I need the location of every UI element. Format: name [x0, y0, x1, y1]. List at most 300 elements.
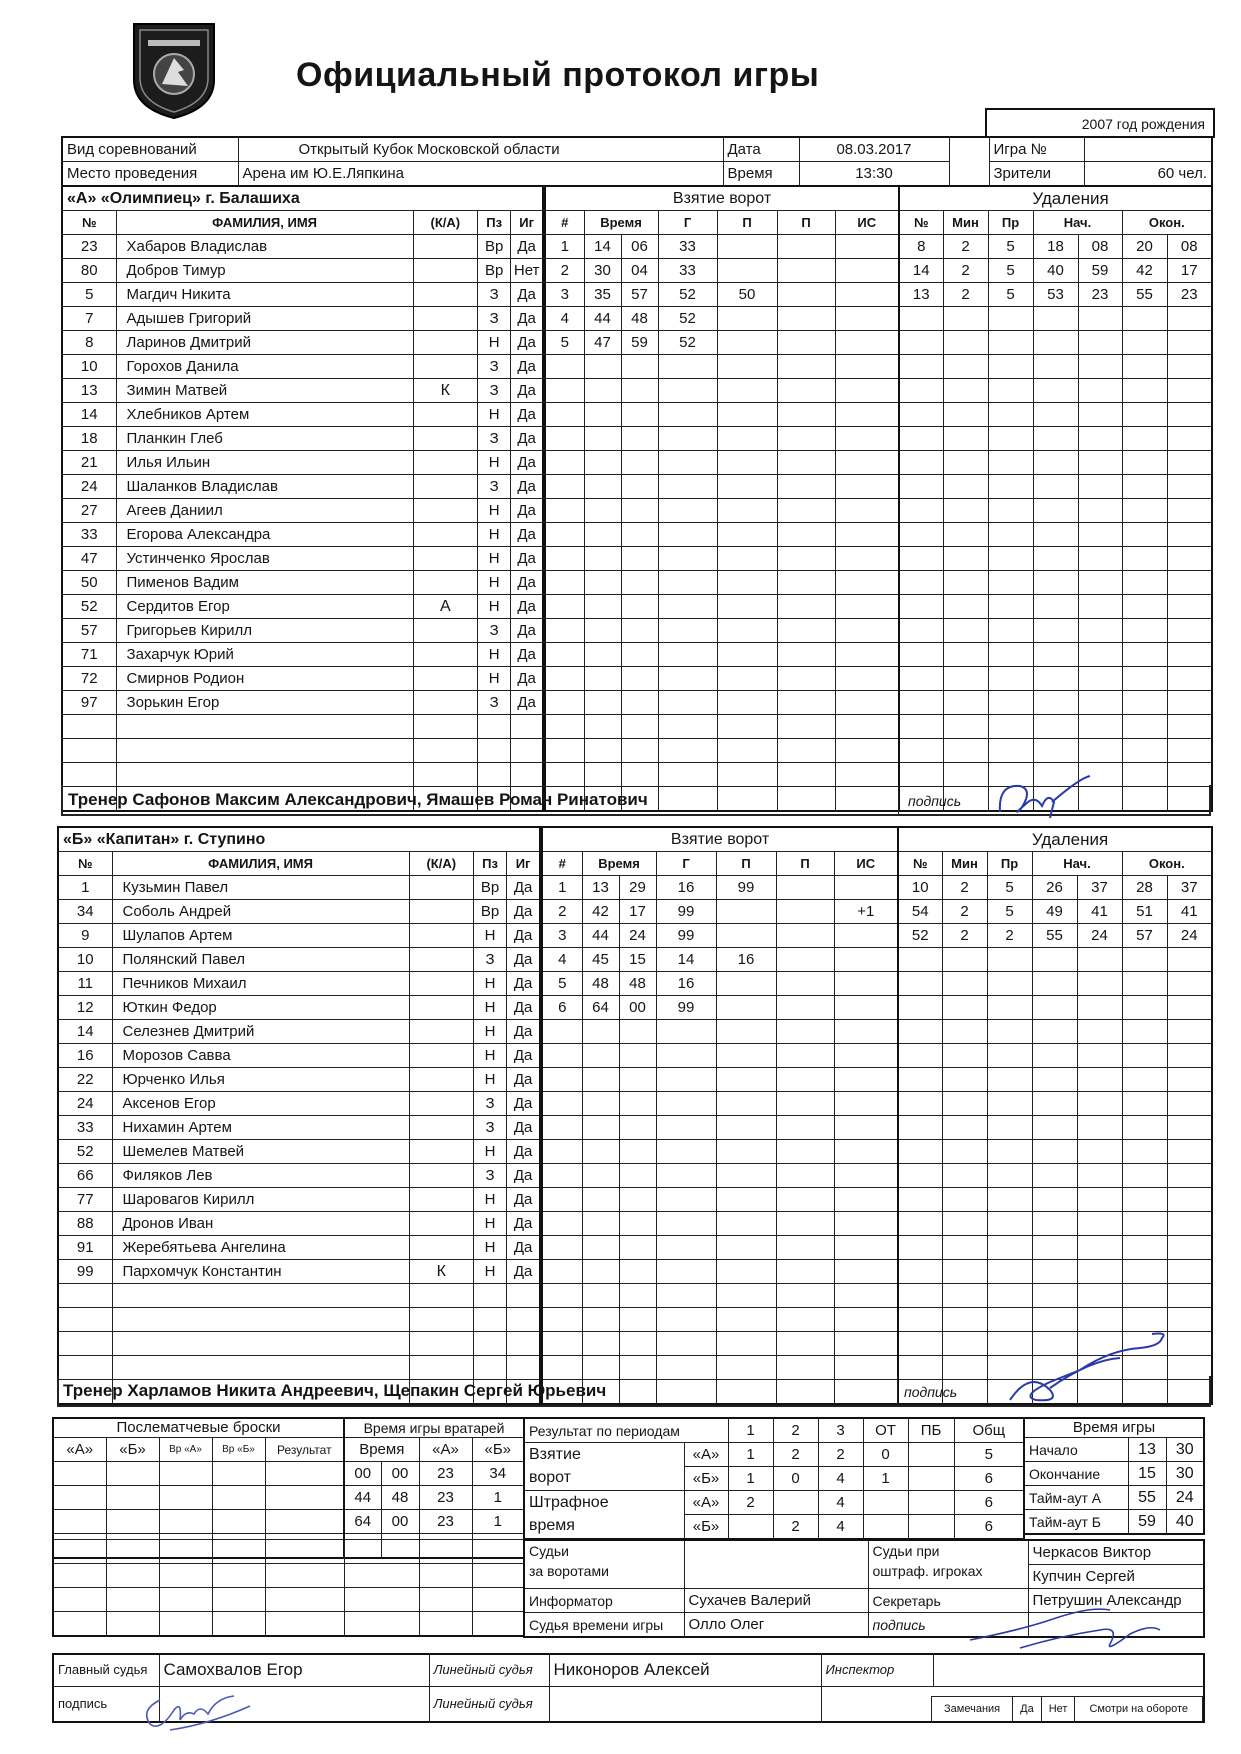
period-value: [773, 1491, 818, 1515]
empty-cell: [835, 595, 899, 619]
game-time-minute: 55: [1128, 1486, 1166, 1510]
penalty-start-min: 49: [1032, 900, 1077, 924]
player-played: Да: [511, 691, 543, 715]
penalty-start-sec: 24: [1077, 924, 1122, 948]
empty-cell: [1077, 1140, 1122, 1164]
player-row: [58, 1356, 540, 1380]
player-number: 77: [58, 1188, 112, 1212]
game-header-table: [61, 136, 1213, 187]
referee-sign-label: подпись: [53, 1686, 159, 1722]
period-row-goals-a: [524, 1443, 1024, 1467]
player-played: Да: [511, 571, 543, 595]
player-name: Зорькин Егор: [116, 691, 413, 715]
empty-cell: [834, 1332, 898, 1356]
player-role: [413, 403, 477, 427]
player-played: Да: [507, 924, 540, 948]
inspector-value: [933, 1654, 1204, 1686]
linesman-2-value: [549, 1686, 821, 1722]
referee-label: Главный судья: [53, 1654, 159, 1686]
player-role: [409, 1044, 473, 1068]
penalty-start-sec: 59: [1078, 259, 1122, 283]
empty-cell: [473, 1308, 506, 1332]
player-position: З: [478, 283, 511, 307]
empty-cell: [1122, 331, 1167, 355]
player-row: [62, 475, 543, 499]
empty-cell: [1077, 1044, 1122, 1068]
empty-cell: [621, 595, 658, 619]
game-time-label: Тайм-аут А: [1024, 1486, 1128, 1510]
empty-cell: [1167, 643, 1212, 667]
empty-cell: [1167, 571, 1212, 595]
penalty-row: [899, 523, 1212, 547]
team-b-coach: Тренер Харламов Никита Андреевич, Щепакин Сергей Юрьевич: [63, 1381, 607, 1400]
empty-cell: [1167, 667, 1212, 691]
player-row: [62, 763, 543, 787]
player-name: Зимин Матвей: [116, 379, 413, 403]
player-position: Н: [473, 1188, 506, 1212]
player-number: 88: [58, 1212, 112, 1236]
empty-cell: [584, 451, 621, 475]
player-name: Илья Ильин: [116, 451, 413, 475]
empty-cell: [1122, 1044, 1167, 1068]
empty-cell: [835, 715, 899, 739]
empty-cell: [943, 379, 988, 403]
goal-second: 48: [619, 972, 656, 996]
empty-cell: [898, 1356, 942, 1380]
player-row: [58, 1020, 540, 1044]
empty-cell: [545, 427, 584, 451]
player-row: [58, 900, 540, 924]
player-position: Н: [473, 1020, 506, 1044]
empty-cell: [1032, 972, 1077, 996]
player-number: 13: [62, 379, 116, 403]
empty-cell: [621, 763, 658, 787]
empty-cell: [621, 619, 658, 643]
empty-cell: [473, 1356, 506, 1380]
period-col-3: 3: [818, 1418, 863, 1443]
player-position: Н: [473, 1140, 506, 1164]
empty-cell: [619, 1140, 656, 1164]
player-row: [62, 331, 543, 355]
player-played: Да: [511, 499, 543, 523]
empty-cell: [106, 1588, 159, 1612]
player-position: З: [478, 307, 511, 331]
empty-cell: [582, 1236, 619, 1260]
game-time-row: [1024, 1486, 1204, 1510]
goalie-minute: 44: [344, 1486, 381, 1510]
empty-cell: [717, 427, 777, 451]
empty-cell: [898, 1236, 942, 1260]
player-role: [409, 924, 473, 948]
empty-cell: [834, 1356, 898, 1380]
empty-cell: [472, 1540, 524, 1564]
empty-cell: [621, 475, 658, 499]
empty-cell: [584, 763, 621, 787]
player-position: Вр: [473, 876, 506, 900]
goalie-col-a: «А»: [419, 1438, 472, 1462]
empty-cell: [621, 691, 658, 715]
empty-cell: [1122, 787, 1167, 812]
goalie-row: [344, 1510, 524, 1534]
empty-cell: [987, 1140, 1032, 1164]
penalty-row: [899, 739, 1212, 763]
player-role: [413, 451, 477, 475]
penalty-row: [899, 571, 1212, 595]
empty-cell: [542, 1332, 582, 1356]
period-value: 1: [728, 1467, 773, 1491]
goal-minute: 44: [582, 924, 619, 948]
empty-cell: [212, 1540, 265, 1564]
shootout-row: [53, 1510, 344, 1534]
empty-cell: [716, 1260, 776, 1284]
player-role: [413, 619, 477, 643]
penalty-start-min: 40: [1033, 259, 1078, 283]
team-a-penalty-table: [898, 185, 1213, 812]
empty-cell: [53, 1486, 106, 1510]
empty-cell: [621, 643, 658, 667]
player-row: [58, 1332, 540, 1356]
empty-cell: [1122, 1284, 1167, 1308]
empty-cell: [776, 1380, 834, 1405]
penalty-row: [899, 283, 1212, 307]
empty-cell: [898, 1092, 942, 1116]
penalty-start-sec: 23: [1078, 283, 1122, 307]
period-col-so: ПБ: [908, 1418, 954, 1443]
player-role: [409, 1212, 473, 1236]
player-row: [58, 996, 540, 1020]
empty-cell: [987, 1116, 1032, 1140]
empty-cell: [584, 355, 621, 379]
empty-cell: [582, 1356, 619, 1380]
player-played: Да: [507, 948, 540, 972]
game-time-row: [1024, 1510, 1204, 1535]
empty-cell: [106, 1486, 159, 1510]
empty-cell: [987, 1092, 1032, 1116]
linesman-label-2: Линейный судья: [429, 1686, 549, 1722]
empty-cell: [1167, 1260, 1212, 1284]
empty-cell: [1122, 1068, 1167, 1092]
empty-cell: [987, 1308, 1032, 1332]
empty-cell: [656, 1236, 716, 1260]
col-ig: Иг: [511, 211, 543, 235]
blank-row: [53, 1564, 524, 1588]
empty-cell: [988, 355, 1033, 379]
empty-cell: [943, 523, 988, 547]
empty-cell: [777, 595, 835, 619]
player-played: Да: [511, 595, 543, 619]
empty-cell: [942, 1308, 987, 1332]
empty-cell: [1122, 499, 1167, 523]
team-b-sign-label: подпись: [904, 1384, 958, 1400]
player-played: Да: [511, 523, 543, 547]
period-row-goals-b: [524, 1467, 1024, 1491]
empty-cell: [776, 1236, 834, 1260]
empty-cell: [542, 1188, 582, 1212]
empty-cell: [507, 1356, 540, 1380]
empty-cell: [511, 763, 543, 787]
player-number: 99: [58, 1260, 112, 1284]
empty-cell: [584, 499, 621, 523]
player-name: Шемелев Матвей: [112, 1140, 409, 1164]
player-role: [409, 972, 473, 996]
penalty-minutes: 2: [943, 259, 988, 283]
empty-cell: [545, 355, 584, 379]
player-name: Аксенов Егор: [112, 1092, 409, 1116]
spectators-value: 60 чел.: [1084, 162, 1212, 187]
empty-cell: [1032, 1188, 1077, 1212]
player-number: 14: [58, 1020, 112, 1044]
empty-cell: [545, 739, 584, 763]
col-no: №: [58, 852, 112, 876]
penalty-row: [898, 1212, 1212, 1236]
goal-assist-1: [716, 900, 776, 924]
empty-cell: [1167, 739, 1212, 763]
team-a-coach: Тренер Сафонов Максим Александрович, Ямашев Роман Ринатович: [68, 790, 648, 809]
goal-row: [542, 1068, 898, 1092]
player-name: Шаровагов Кирилл: [112, 1188, 409, 1212]
empty-cell: [542, 1092, 582, 1116]
empty-cell: [898, 1212, 942, 1236]
empty-cell: [112, 1356, 409, 1380]
player-row: [62, 451, 543, 475]
empty-cell: [584, 523, 621, 547]
player-role: К: [413, 379, 477, 403]
player-row: [62, 667, 543, 691]
player-position: Н: [478, 595, 511, 619]
player-number: 18: [62, 427, 116, 451]
blank-row: [53, 1540, 524, 1564]
player-played: Да: [507, 1044, 540, 1068]
player-position: Н: [478, 331, 511, 355]
empty-cell: [619, 1212, 656, 1236]
goal-second: 24: [619, 924, 656, 948]
referee-value: Самохвалов Егор: [159, 1654, 429, 1686]
penalty-judge-b: Купчин Сергей: [1028, 1565, 1204, 1589]
player-position: З: [473, 1092, 506, 1116]
empty-cell: [621, 523, 658, 547]
empty-cell: [898, 1260, 942, 1284]
empty-cell: [942, 1356, 987, 1380]
player-position: Н: [478, 451, 511, 475]
goal-row: [542, 1092, 898, 1116]
empty-cell: [1167, 499, 1212, 523]
empty-cell: [656, 1260, 716, 1284]
goal-judges-label-2: за воротами: [529, 1563, 609, 1579]
period-value: [908, 1443, 954, 1467]
empty-cell: [1122, 691, 1167, 715]
empty-cell: [1033, 691, 1078, 715]
empty-cell: [473, 1284, 506, 1308]
empty-cell: [898, 1308, 942, 1332]
player-played: Да: [511, 547, 543, 571]
player-number: 71: [62, 643, 116, 667]
goal-assist-1: [716, 996, 776, 1020]
player-played: Да: [511, 331, 543, 355]
venue-label: Место проведения: [62, 162, 238, 187]
period-value: 1: [863, 1467, 908, 1491]
player-row: [62, 259, 543, 283]
empty-cell: [159, 1510, 212, 1534]
player-row: [62, 715, 543, 739]
goal-situation: [834, 972, 898, 996]
period-col-ot: ОТ: [863, 1418, 908, 1443]
player-role: [409, 876, 473, 900]
empty-cell: [621, 451, 658, 475]
game-time-label: Окончание: [1024, 1462, 1128, 1486]
empty-cell: [582, 1164, 619, 1188]
empty-cell: [899, 331, 943, 355]
empty-cell: [899, 547, 943, 571]
empty-cell: [716, 1092, 776, 1116]
player-role: [413, 475, 477, 499]
goal-row: [545, 379, 899, 403]
period-row-label: Взятие: [524, 1443, 684, 1467]
col-no: №: [62, 211, 116, 235]
empty-cell: [988, 691, 1033, 715]
empty-cell: [834, 1140, 898, 1164]
player-row: [62, 355, 543, 379]
period-row-pen-b: [524, 1515, 1024, 1540]
time-label: Время: [723, 162, 799, 187]
empty-cell: [943, 763, 988, 787]
team-b-penalty-table: [897, 826, 1213, 1405]
empty-cell: [1078, 571, 1122, 595]
empty-cell: [584, 403, 621, 427]
empty-cell: [717, 523, 777, 547]
empty-cell: [943, 595, 988, 619]
empty-cell: [619, 1164, 656, 1188]
goal-assist-2: [776, 900, 834, 924]
penalty-end-sec: 41: [1167, 900, 1212, 924]
empty-cell: [621, 427, 658, 451]
empty-cell: [1122, 619, 1167, 643]
empty-cell: [899, 643, 943, 667]
empty-cell: [621, 571, 658, 595]
period-value: 4: [818, 1467, 863, 1491]
col-pen-end: Окон.: [1122, 211, 1212, 235]
shootout-col-a: «А»: [53, 1438, 106, 1462]
goalie-a: 23: [419, 1510, 472, 1534]
empty-cell: [835, 475, 899, 499]
empty-cell: [1033, 499, 1078, 523]
goal-assist-1: [716, 924, 776, 948]
empty-cell: [943, 403, 988, 427]
empty-cell: [898, 1116, 942, 1140]
game-time-table: [1023, 1417, 1205, 1535]
goal-situation: [834, 996, 898, 1020]
penalty-judges-label: [868, 1540, 1028, 1589]
col-pen-end: Окон.: [1122, 852, 1212, 876]
game-time-minute: 59: [1128, 1510, 1166, 1535]
goalie-time-table: [343, 1417, 525, 1559]
empty-cell: [1122, 403, 1167, 427]
empty-cell: [1032, 1116, 1077, 1140]
penalty-row: [898, 1068, 1212, 1092]
player-name: Горохов Данила: [116, 355, 413, 379]
goal-row: [542, 1188, 898, 1212]
col-pen-start: Нач.: [1033, 211, 1122, 235]
empty-cell: [545, 619, 584, 643]
empty-cell: [1167, 307, 1212, 331]
penalty-player: 13: [899, 283, 943, 307]
empty-cell: [621, 499, 658, 523]
empty-cell: [988, 403, 1033, 427]
empty-cell: [344, 1564, 419, 1588]
blank-row: [53, 1588, 524, 1612]
col-ka: (К/А): [409, 852, 473, 876]
empty-cell: [582, 1020, 619, 1044]
empty-cell: [1078, 499, 1122, 523]
col-goal-time: Время: [584, 211, 658, 235]
empty-cell: [619, 1020, 656, 1044]
empty-cell: [545, 691, 584, 715]
empty-cell: [943, 475, 988, 499]
player-position: Н: [478, 523, 511, 547]
empty-cell: [58, 1356, 112, 1380]
empty-cell: [1077, 1092, 1122, 1116]
empty-cell: [621, 739, 658, 763]
empty-cell: [545, 763, 584, 787]
empty-cell: [716, 1164, 776, 1188]
empty-cell: [1033, 595, 1078, 619]
player-name: Печников Михаил: [112, 972, 409, 996]
empty-cell: [409, 1332, 473, 1356]
period-value: [863, 1515, 908, 1540]
empty-cell: [159, 1540, 212, 1564]
empty-cell: [542, 1212, 582, 1236]
player-number: 24: [58, 1092, 112, 1116]
empty-cell: [545, 499, 584, 523]
informer-label: Информатор: [524, 1589, 684, 1613]
player-position: З: [478, 691, 511, 715]
empty-cell: [1077, 1116, 1122, 1140]
empty-cell: [656, 1212, 716, 1236]
goal-second: 04: [621, 259, 658, 283]
penalty-player: 8: [899, 235, 943, 259]
inspector-label: Инспектор: [821, 1654, 933, 1686]
empty-cell: [658, 427, 717, 451]
empty-cell: [987, 1212, 1032, 1236]
player-role: [413, 427, 477, 451]
col-assist-2: П: [776, 852, 834, 876]
game-time-label: Тайм-аут Б: [1024, 1510, 1128, 1535]
empty-cell: [584, 571, 621, 595]
venue-value: Арена им Ю.Е.Ляпкина: [238, 162, 723, 187]
penalty-player: 52: [898, 924, 942, 948]
penalty-row: [899, 643, 1212, 667]
player-role: [409, 1140, 473, 1164]
goal-scorer: 16: [656, 876, 716, 900]
player-name: Юткин Федор: [112, 996, 409, 1020]
penalty-row: [898, 948, 1212, 972]
empty-cell: [545, 403, 584, 427]
empty-cell: [619, 1116, 656, 1140]
empty-cell: [1078, 595, 1122, 619]
empty-cell: [545, 379, 584, 403]
empty-cell: [835, 523, 899, 547]
player-role: [413, 235, 477, 259]
empty-cell: [943, 691, 988, 715]
player-number: 80: [62, 259, 116, 283]
empty-cell: [835, 427, 899, 451]
empty-cell: [942, 1164, 987, 1188]
player-name: Соболь Андрей: [112, 900, 409, 924]
empty-cell: [899, 739, 943, 763]
empty-cell: [542, 1116, 582, 1140]
player-name: Адышев Григорий: [116, 307, 413, 331]
empty-cell: [1167, 948, 1212, 972]
penalty-reason: 5: [987, 900, 1032, 924]
